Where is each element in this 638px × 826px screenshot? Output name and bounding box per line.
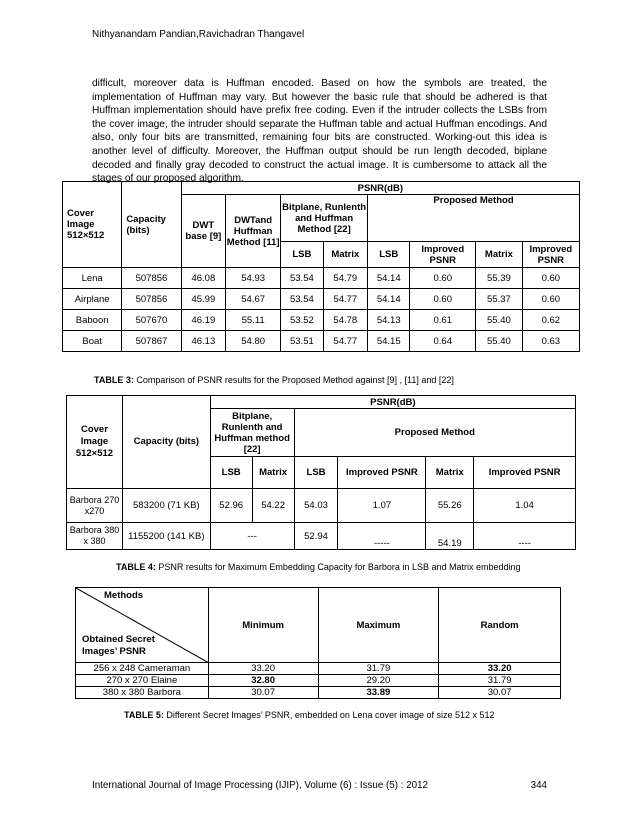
t5-col-minimum: Minimum bbox=[208, 588, 318, 663]
t3-sub-matrix-proposed: Matrix bbox=[476, 242, 523, 268]
table-row: 270 x 270 Elaine 32.80 29.20 31.79 bbox=[76, 675, 561, 687]
running-header: Nithyanandam Pandian,Ravichadran Thangavel bbox=[92, 29, 305, 40]
t5-corner-methods: Methods bbox=[104, 590, 144, 601]
t3-col-proposed: Proposed Method bbox=[368, 195, 580, 242]
t5-corner-secret: Obtained Secret Images’ PSNR bbox=[82, 634, 155, 657]
table-row: Barbora 270 x270 583200 (71 KB) 52.96 54.22 54.03 1.07 55.26 1.04 bbox=[67, 489, 576, 523]
t4-sub-improved: Improved PSNR bbox=[338, 457, 426, 489]
page-footer bbox=[92, 780, 547, 791]
t5-corner-cell bbox=[76, 588, 209, 663]
t5-col-maximum: Maximum bbox=[318, 588, 439, 663]
t3-col-dwt-huffman: DWTand Huffman Method [11] bbox=[226, 195, 281, 268]
t4-col-capacity: Capacity (bits) bbox=[122, 396, 210, 489]
t4-col-bitplane: Bitplane, Runlenth and Huffman method [22] bbox=[210, 409, 294, 457]
t3-col-capacity: Capacity (bits) bbox=[122, 182, 181, 268]
t3-col-cover: Cover Image 512×512 bbox=[63, 182, 122, 268]
t3-psnr-header: PSNR(dB) bbox=[181, 182, 579, 195]
table-row: 380 x 380 Barbora 30.07 33.89 30.07 bbox=[76, 687, 561, 699]
t4-psnr-header: PSNR(dB) bbox=[210, 396, 575, 409]
table-row: Boat 507867 46.13 54.80 53.51 54.77 54.15 0.64 55.40 0.63 bbox=[63, 331, 580, 352]
t3-col-bitplane: Bitplane, Runlenth and Huffman Method [22] bbox=[281, 195, 368, 242]
table-3-caption: TABLE 3: Comparison of PSNR results for the Proposed Method against [9] , [11] and [22] bbox=[94, 375, 454, 385]
t3-sub-improved-matrix: Improved PSNR bbox=[522, 242, 579, 268]
t5-col-random: Random bbox=[439, 588, 561, 663]
t4-sub-improved-matrix: Improved PSNR bbox=[474, 457, 576, 489]
t3-col-dwt: DWT base [9] bbox=[181, 195, 225, 268]
table-row: Baboon 507670 46.19 55.11 53.52 54.78 54.13 0.61 55.40 0.62 bbox=[63, 310, 580, 331]
body-paragraph: difficult, moreover data is Huffman encoded. Based on how the symbols are treated, the implementation of Huffman may vary. But however the basic rule that should be adhered is that Huffman implementation should have prefix free coding. Even if the intruder collects the LSBs from the cover image, the intruder should separate the Huffman table and actual Huffman encodings. And also, only four bits are transmitted, remaining four bits are constructed. Working-out this idea is another level of difficulty. Moreover, the Huffman output should be run length decoded, biplane decoded and finally gray decoded to construct the actual image. It is cumbersome to attack all the stages of our proposed algorithm. bbox=[92, 78, 547, 185]
t4-sub-matrix: Matrix bbox=[252, 457, 294, 489]
table-3 bbox=[62, 181, 580, 352]
table-row: 256 x 248 Cameraman 33.20 31.79 33.20 bbox=[76, 663, 561, 675]
table-row: Lena 507856 46.08 54.93 53.54 54.79 54.14 0.60 55.39 0.60 bbox=[63, 268, 580, 289]
t4-sub-lsb-proposed: LSB bbox=[294, 457, 338, 489]
table-row: Barbora 380 x 380 1155200 (141 KB) --- 52.94 ----- 54.19 ---- bbox=[67, 523, 576, 550]
t4-col-proposed: Proposed Method bbox=[294, 409, 575, 457]
page-number: 344 bbox=[530, 780, 547, 791]
table-4 bbox=[66, 395, 576, 550]
footer-journal: International Journal of Image Processing (IJIP), Volume (6) : Issue (5) : 2012 bbox=[92, 780, 428, 791]
table-5-caption: TABLE 5: Different Secret Images’ PSNR, embedded on Lena cover image of size 512 x 512 bbox=[124, 710, 495, 720]
t3-sub-improved: Improved PSNR bbox=[410, 242, 476, 268]
t3-sub-matrix: Matrix bbox=[323, 242, 367, 268]
t3-sub-lsb: LSB bbox=[281, 242, 323, 268]
t3-sub-lsb-proposed: LSB bbox=[368, 242, 410, 268]
table-4-caption: TABLE 4: PSNR results for Maximum Embedding Capacity for Barbora in LSB and Matrix embedding bbox=[116, 562, 521, 572]
t4-sub-matrix-proposed: Matrix bbox=[426, 457, 474, 489]
t4-sub-lsb: LSB bbox=[210, 457, 252, 489]
table-row: Airplane 507856 45.99 54.67 53.54 54.77 54.14 0.60 55.37 0.60 bbox=[63, 289, 580, 310]
t4-col-cover: Cover Image 512×512 bbox=[67, 396, 123, 489]
table-5 bbox=[75, 587, 561, 699]
